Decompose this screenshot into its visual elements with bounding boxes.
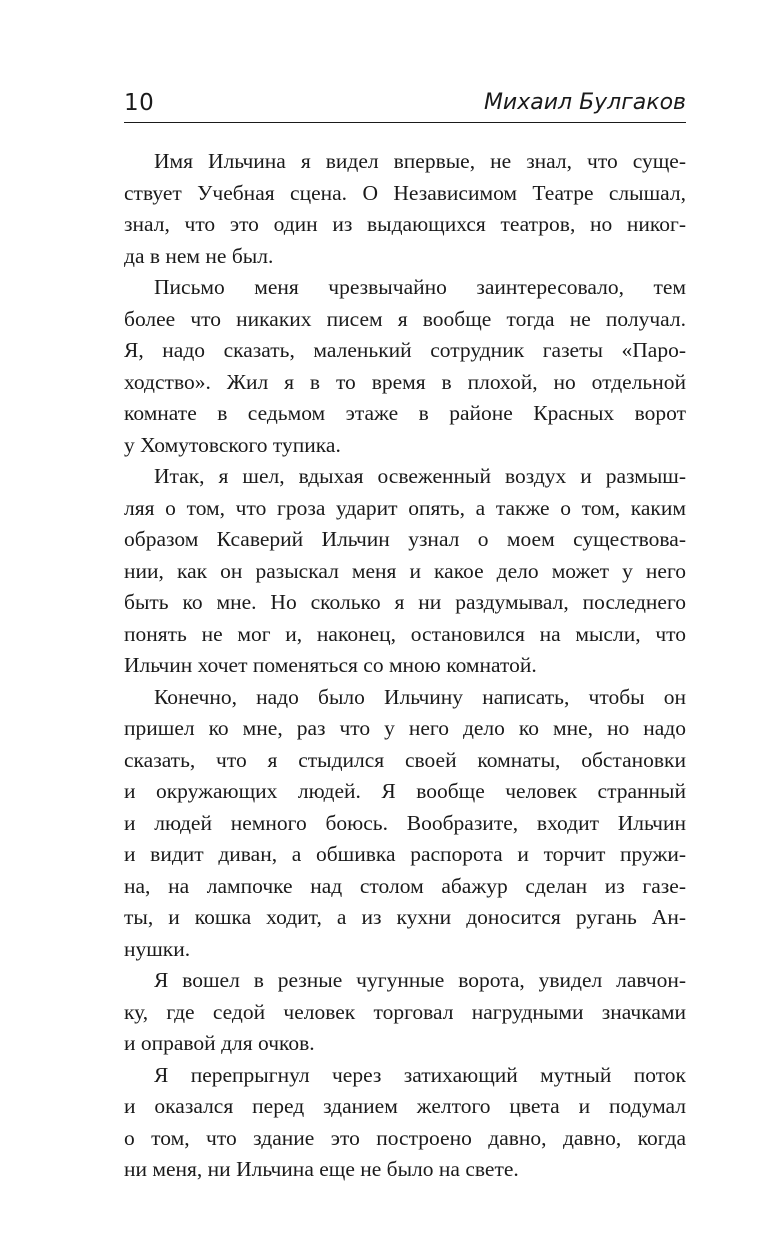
text-line: и людей немного боюсь. Вообразите, входит Ильчин xyxy=(124,810,686,835)
text-line: понять не мог и, наконец, остановился на мысли, что xyxy=(124,621,686,646)
paragraph xyxy=(124,146,686,272)
text-line: Я перепрыгнул через затихающий мутный поток xyxy=(154,1062,686,1087)
text-line: сказать, что я стыдился своей комнаты, обстановки xyxy=(124,747,686,772)
text-line: Я, надо сказать, маленький сотрудник газеты «Паро- xyxy=(124,338,686,362)
text-line: нушки. xyxy=(124,936,191,961)
text-line: Итак, я шел, вдыхая освеженный воздух и размыш- xyxy=(154,464,686,488)
text-line: знал, что это один из выдающихся театров, но никог- xyxy=(124,212,686,236)
text-line: и видит диван, а обшивка распорота и торчит пружи- xyxy=(124,842,686,866)
text-line: у Хомутовского тупика. xyxy=(124,432,341,457)
paragraph xyxy=(124,461,686,682)
text-line: образом Ксаверий Ильчин узнал о моем существова- xyxy=(124,527,686,551)
paragraph xyxy=(124,965,686,1060)
text-line: да в нем не был. xyxy=(124,243,274,268)
text-line: на, на лампочке над столом абажур сделан из газе- xyxy=(124,873,686,898)
text-line: комнате в седьмом этаже в районе Красных ворот xyxy=(124,401,686,425)
text-line: Я вошел в резные чугунные ворота, увидел лавчон- xyxy=(154,968,686,992)
text-line: ствует Учебная сцена. О Независимом Театре слышал, xyxy=(124,180,686,205)
text-line: ты, и кошка ходит, а из кухни доносится ругань Ан- xyxy=(124,905,686,929)
paragraph xyxy=(124,1060,686,1186)
text-line: быть ко мне. Но сколько я ни раздумывал, последнего xyxy=(124,590,686,614)
running-head-author: Михаил Булгаков xyxy=(483,90,686,115)
text-line: и окружающих людей. Я вообще человек странный xyxy=(124,779,686,803)
body-text xyxy=(124,146,686,1186)
text-line: Ильчин хочет поменяться со мною комнатой. xyxy=(124,653,537,677)
text-line: Конечно, надо было Ильчину написать, чтобы он xyxy=(154,684,686,709)
paragraph xyxy=(124,682,686,966)
text-line: нии, как он разыскал меня и какое дело может у него xyxy=(124,558,686,583)
text-line: и оказался перед зданием желтого цвета и подумал xyxy=(124,1094,686,1118)
text-line: более что никаких писем я вообще тогда не получал. xyxy=(124,306,686,331)
text-line: ходство». Жил я в то время в плохой, но отдельной xyxy=(124,369,686,394)
text-line: пришел ко мне, раз что у него дело ко мне, но надо xyxy=(124,716,686,740)
page-number: 10 xyxy=(124,90,155,116)
paragraph xyxy=(124,272,686,461)
text-line: Имя Ильчина я видел впервые, не знал, что суще- xyxy=(154,149,686,173)
text-line: ляя о том, что гроза ударит опять, а также о том, каким xyxy=(124,495,686,520)
text-line: ни меня, ни Ильчина еще не было на свете. xyxy=(124,1157,519,1181)
text-line: Письмо меня чрезвычайно заинтересовало, тем xyxy=(154,275,686,299)
page-header xyxy=(124,88,686,123)
text-line: о том, что здание это построено давно, давно, когда xyxy=(124,1125,686,1150)
text-line: и оправой для очков. xyxy=(124,1031,315,1055)
text-line: ку, где седой человек торговал нагрудными значками xyxy=(124,999,686,1024)
